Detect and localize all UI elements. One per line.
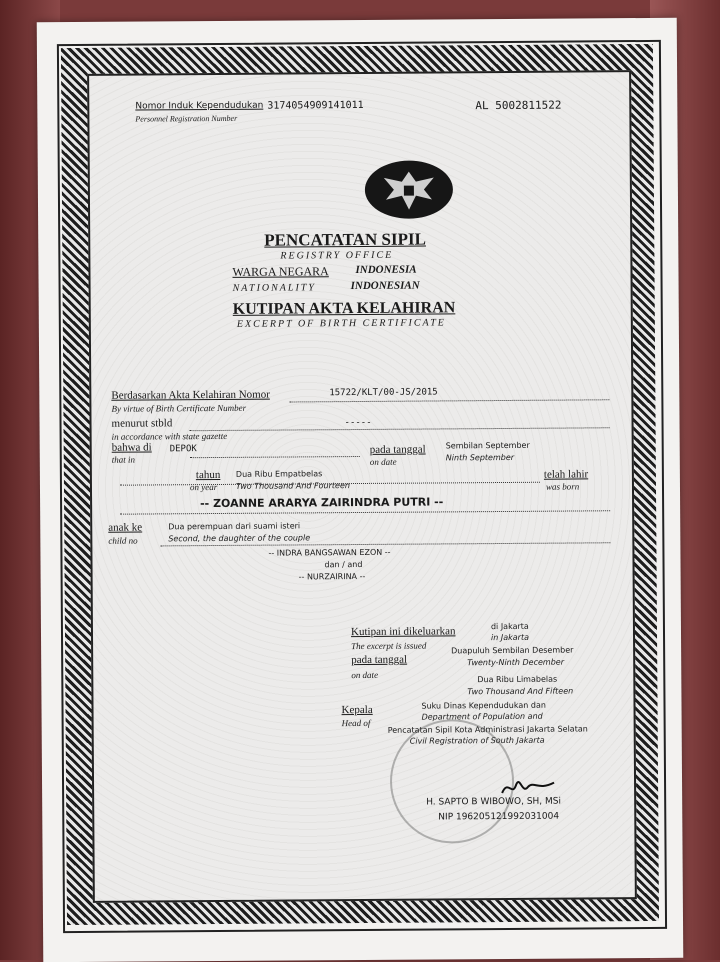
citizenship-label-en: NATIONALITY xyxy=(232,282,316,294)
birth-date-label-en: on date xyxy=(369,456,397,467)
mother-name: -- NURZAIRINA -- xyxy=(298,571,366,582)
born-label-en: was born xyxy=(545,481,580,492)
birth-year-value: Dua Ribu Empatbelas xyxy=(235,469,323,479)
father-name: -- INDRA BANGSAWAN EZON -- xyxy=(268,547,391,558)
issued-date-label-en: on date xyxy=(351,669,379,681)
birth-date-label: pada tanggal xyxy=(369,443,426,456)
act-number-value: 15722/KLT/00-JS/2015 xyxy=(329,387,438,399)
act-number-label: Berdasarkan Akta Kelahiran Nomor xyxy=(111,388,270,402)
birth-year-label: tahun xyxy=(195,468,221,482)
issued-date-en: Twenty-Ninth December xyxy=(467,657,565,668)
issued-label: Kutipan ini dikeluarkan xyxy=(350,625,456,639)
citizenship-value: INDONESIA xyxy=(355,263,417,277)
gazette-value: ----- xyxy=(344,417,372,429)
serial-number: AL 5002811522 xyxy=(475,98,562,113)
head-label-en: Head of xyxy=(341,717,371,729)
nik-value: 3174054909141011 xyxy=(267,99,364,112)
issued-date-label: pada tanggal xyxy=(351,653,408,667)
citizenship-value-en: INDONESIAN xyxy=(350,279,420,293)
child-order-value-en: Second, the daughter of the couple xyxy=(168,533,311,544)
issued-label-en: The excerpt is issued xyxy=(351,640,427,652)
child-order-label-en: child no xyxy=(108,535,138,546)
birth-date-value-en: Ninth September xyxy=(445,452,515,463)
office-name-en: Civil Registration of South Jakarta xyxy=(409,735,545,746)
official-name: H. SAPTO B WIBOWO, SH, MSi xyxy=(426,796,562,808)
head-label: Kepala xyxy=(341,703,373,717)
department-name: Suku Dinas Kependudukan dan xyxy=(421,700,546,711)
birth-place-label: bahwa di xyxy=(111,441,152,454)
document-title-en: EXCERPT OF BIRTH CERTIFICATE xyxy=(236,317,446,330)
gazette-label-en: in accordance with state gazette xyxy=(111,430,228,442)
certificate-sheet xyxy=(37,18,684,962)
gazette-label: menurut stbld xyxy=(111,417,173,430)
official-seal-icon xyxy=(390,719,515,844)
issued-year: Dua Ribu Limabelas xyxy=(477,674,558,685)
child-order-label: anak ke xyxy=(108,521,143,534)
official-nip: NIP 196205121992031004 xyxy=(438,811,560,823)
birth-date-value: Sembilan September xyxy=(445,440,530,451)
document-title: KUTIPAN AKTA KELAHIRAN xyxy=(232,299,456,318)
office-title-en: REGISTRY OFFICE xyxy=(280,249,394,262)
birth-year-value-en: Two Thousand And Fourteen xyxy=(235,481,350,491)
birth-year-label-en: on year xyxy=(189,481,218,493)
nik-label-en: Personnel Registration Number xyxy=(135,113,238,124)
child-order-value: Dua perempuan dari suami isteri xyxy=(168,521,301,532)
birth-place-value: DEPOK xyxy=(169,444,197,455)
child-name: -- ZOANNE ARARYA ZAIRINDRA PUTRI -- xyxy=(200,495,444,511)
department-name-en: Department of Population and xyxy=(421,711,543,722)
and-label: dan / and xyxy=(324,559,363,570)
nik-label: Nomor Induk Kependudukan xyxy=(135,100,264,112)
birth-place-label-en: that in xyxy=(111,454,136,465)
office-name: Pencatatan Sipil Kota Administrasi Jakarta Selatan xyxy=(387,724,588,735)
act-number-label-en: By virtue of Birth Certificate Number xyxy=(111,402,247,414)
issued-place: di Jakarta xyxy=(490,621,529,632)
born-label: telah lahir xyxy=(543,468,589,481)
issued-place-en: in Jakarta xyxy=(491,632,530,643)
office-title: PENCATATAN SIPIL xyxy=(264,229,427,250)
garuda-emblem-icon xyxy=(364,159,454,220)
issued-date: Duapuluh Sembilan Desember xyxy=(451,645,574,656)
citizenship-label: WARGA NEGARA xyxy=(232,264,329,279)
issued-year-en: Two Thousand And Fifteen xyxy=(467,686,574,697)
